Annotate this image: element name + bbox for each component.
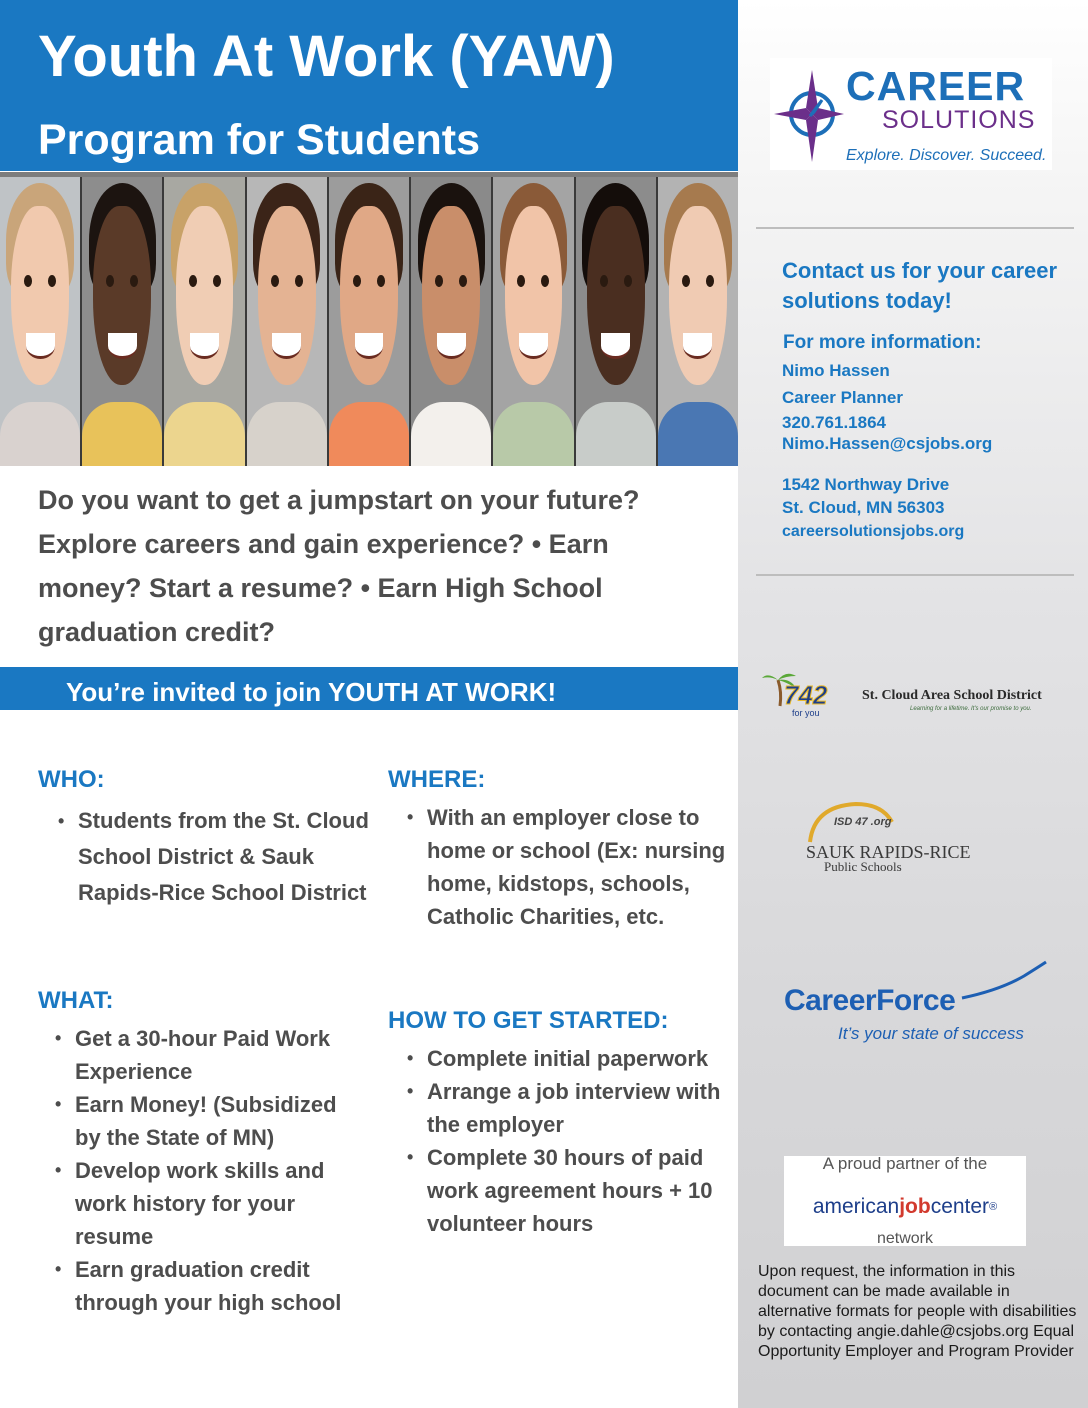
student-photo xyxy=(247,177,329,466)
american-job-center-logo xyxy=(784,1156,1026,1246)
list-item: • Students from the St. Cloud School District & Sauk Rapids-Rice School District xyxy=(40,803,370,911)
list-item: • Get a 30-hour Paid Work Experience xyxy=(37,1022,367,1088)
sauk-badge: ISD 47 .org xyxy=(834,816,892,828)
address-line2: St. Cloud, MN 56303 xyxy=(782,498,945,517)
careerforce-name: CareerForce xyxy=(784,984,956,1017)
student-photo xyxy=(493,177,575,466)
compass-icon xyxy=(772,62,846,166)
contact-email[interactable]: Nimo.Hassen@csjobs.org xyxy=(782,434,993,453)
sauk-sub: Public Schools xyxy=(824,859,902,874)
list-item: • Develop work skills and work history for your resume xyxy=(37,1154,367,1253)
ajc-job: job xyxy=(899,1195,931,1218)
contact-heading: Contact us for your career solutions today! xyxy=(782,258,1058,313)
intro-text: Do you want to get a jumpstart on your future? Explore careers and gain experience? • Earn money? Start a resume? • Earn High School graduation credit? xyxy=(38,485,640,647)
where-list xyxy=(389,801,729,933)
ajc-center: center xyxy=(930,1195,990,1218)
logo-solutions-text: SOLUTIONS xyxy=(882,106,1036,134)
student-photo xyxy=(411,177,493,466)
student-photo xyxy=(82,177,164,466)
swoosh-icon xyxy=(960,960,1050,1000)
student-photo xyxy=(658,177,738,466)
ajc-network: network xyxy=(876,1230,934,1246)
list-item: • Arrange a job interview with the employer xyxy=(389,1075,729,1141)
where-heading: WHERE: xyxy=(388,766,486,793)
student-photo xyxy=(576,177,658,466)
contact-phone[interactable]: 320.761.1864 xyxy=(782,413,886,432)
website-link[interactable]: careersolutionsjobs.org xyxy=(782,523,965,540)
list-item: • Complete 30 hours of paid work agreement hours + 10 volunteer hours xyxy=(389,1141,729,1240)
how-heading: HOW TO GET STARTED: xyxy=(388,1007,669,1034)
student-photo xyxy=(329,177,411,466)
list-item: • Complete initial paperwork xyxy=(389,1042,729,1075)
st-cloud-school-district-logo xyxy=(760,668,1060,724)
district-badge-sub: for you xyxy=(792,708,820,718)
divider xyxy=(756,227,1074,229)
who-list xyxy=(40,803,370,911)
list-item: • Earn Money! (Subsidized by the State of MN) xyxy=(37,1088,367,1154)
contact-role: Career Planner xyxy=(782,388,903,407)
logo-tagline: Explore. Discover. Succeed. xyxy=(846,147,1047,164)
student-photo xyxy=(0,177,82,466)
careerforce-logo xyxy=(780,960,1060,1050)
ajc-top-text: A proud partner of the xyxy=(822,1154,988,1173)
career-solutions-logo xyxy=(770,58,1052,170)
student-photo-strip xyxy=(0,172,738,466)
page-title: Youth At Work (YAW) xyxy=(38,24,615,89)
sauk-name: SAUK RAPIDS-RICE xyxy=(806,842,971,862)
how-list xyxy=(389,1042,729,1240)
careerforce-tagline: It’s your state of success xyxy=(838,1024,1024,1043)
sauk-rapids-rice-logo xyxy=(800,802,1000,882)
ajc-american: american xyxy=(812,1195,900,1218)
list-item: • Earn graduation credit through your high school xyxy=(37,1253,367,1319)
logo-career-text: CAREER xyxy=(846,63,1026,109)
district-tagline: Learning for a lifetime. It's our promise to you. xyxy=(910,706,1032,712)
contact-name: Nimo Hassen xyxy=(782,361,890,380)
ajc-wordmark xyxy=(784,1194,1026,1220)
district-name: St. Cloud Area School District xyxy=(862,688,1042,703)
who-heading: WHO: xyxy=(38,766,105,793)
more-info-label: For more information: xyxy=(783,332,982,353)
page-subtitle: Program for Students xyxy=(38,116,480,164)
invite-text: You’re invited to join YOUTH AT WORK! xyxy=(66,677,557,707)
list-item: • With an employer close to home or school (Ex: nursing home, kidstops, schools, Catholic Charities, etc. xyxy=(389,801,729,933)
accessibility-disclaimer: Upon request, the information in this document can be made available in alternative formats for people with disabilities by contacting angie.dahle@csjobs.org Equal Opportunity Employer and Program Provider xyxy=(758,1263,1077,1360)
what-heading: WHAT: xyxy=(38,987,114,1014)
student-photo xyxy=(164,177,246,466)
divider xyxy=(756,574,1074,576)
address-line1: 1542 Northway Drive xyxy=(782,475,950,494)
district-badge-742: 742 xyxy=(784,680,828,710)
ajc-registered-mark: ® xyxy=(989,1201,998,1213)
what-list xyxy=(37,1022,367,1319)
